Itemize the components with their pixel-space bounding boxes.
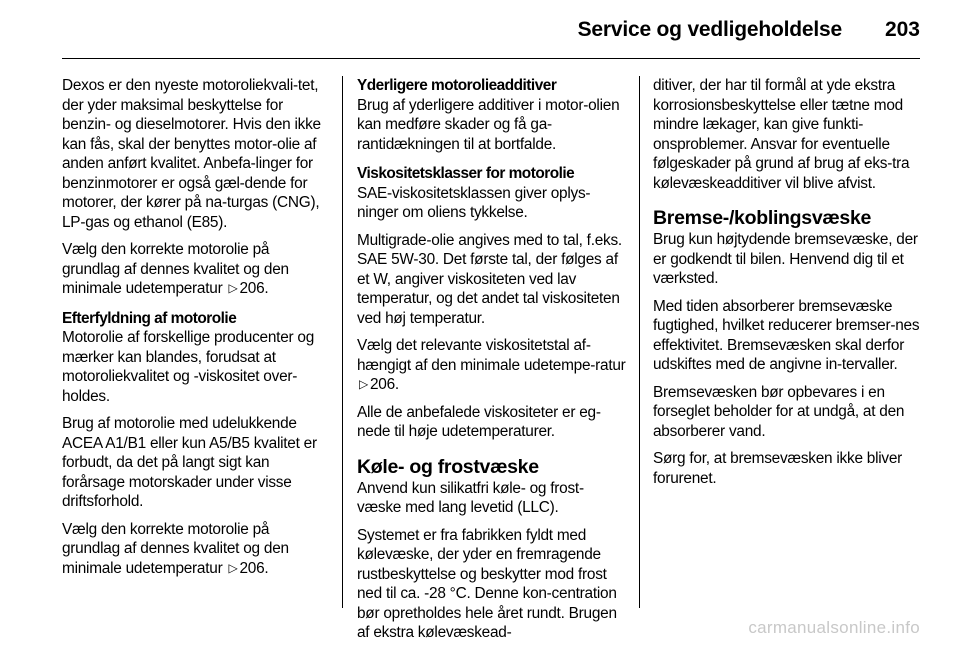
subheading: Viskositetsklasser for motorolie: [357, 165, 575, 182]
page-reference-icon: ▷: [359, 377, 368, 391]
page-reference-label: 206.: [239, 559, 269, 577]
paragraph: Anvend kun silikatfri køle- og frost-væske med lang levetid (LLC).: [357, 479, 584, 516]
paragraph-text: Vælg den korrekte motorolie på grundlag af dennes kvalitet og den minimale udetemperatur: [62, 520, 289, 577]
page-number: 203: [884, 18, 920, 41]
subheading: Yderligere motorolieadditiver: [357, 77, 557, 94]
page-reference-label: 206.: [239, 280, 269, 297]
section-heading: Bremse-/koblingsvæske: [653, 207, 872, 229]
paragraph: Multigrade-olie angives med to tal, f.eks. SAE 5W-30. Det første tal, der følges af et W, angiver viskositeten ved lav temperatur, og det andet tal viskositeten ved høj temperatur.: [357, 231, 622, 327]
column-1: [62, 76, 328, 586]
paragraph: Sørg for, at bremsevæsken ikke bliver forurenet.: [653, 450, 903, 487]
page-header: [0, 0, 960, 60]
paragraph: Brug af motorolie med udelukkende ACEA A1/B1 eller kun A5/B5 kvalitet er forbudt, da det på langt sigt kan forårsage motorskader under visse driftsforhold.: [62, 415, 317, 510]
page-reference-icon: ▷: [228, 560, 238, 575]
watermark: carmanualsonline.info: [748, 618, 920, 637]
paragraph: Motorolie af forskellige producenter og mærker kan blandes, forudsat at motoroliekvalitet og -viskositet over-holdes.: [62, 329, 315, 405]
column-separator: [639, 76, 640, 608]
paragraph: SAE-viskositetsklassen giver oplys-ninger om oliens tykkelse.: [357, 184, 591, 221]
header-title: Service og vedligeholdelse: [577, 18, 842, 41]
page-reference[interactable]: [226, 560, 268, 577]
column-separator: [342, 76, 343, 608]
subheading: Efterfyldning af motorolie: [62, 309, 237, 327]
page-reference-icon: ▷: [228, 281, 238, 295]
paragraph-text: Vælg den korrekte motorolie på grundlag af dennes kvalitet og den minimale udetemperatur: [62, 241, 289, 297]
paragraph: Bremsevæsken bør opbevares i en forseglet beholder for at undgå, at den absorberer vand.: [653, 383, 905, 440]
section-heading: Køle- og frostvæske: [357, 455, 539, 478]
paragraph: ditiver, der har til formål at yde ekstra korrosionsbeskyttelse eller tætne mod mindre lækager, kan give funkti-onsproblemer. Ansvar for eventuelle følgeskader på grund af brug af eks-tra kølevæskeadditiver vil blive afvist.: [653, 77, 910, 192]
paragraph: Alle de anbefalede viskositeter er eg-nede til høje udetemperaturer.: [357, 403, 601, 440]
column-2: [357, 76, 627, 651]
paragraph: Systemet er fra fabrikken fyldt med kølevæske, der yder en fremragende rustbeskyttelse og beskytter mod frost ned til ca. -28 °C. Denne kon-centration bør opretholdes hele året rundt. Brugen af ekstra kølevæskead-: [357, 526, 617, 641]
page-reference-label: 206.: [369, 376, 399, 393]
paragraph: [357, 336, 627, 395]
page-reference[interactable]: [226, 280, 268, 297]
page-reference[interactable]: [357, 376, 399, 393]
header-rule: [62, 58, 920, 59]
paragraph-text: Vælg det relevante viskositetstal af-hængigt af den minimale udetempe-ratur: [357, 337, 626, 374]
paragraph: Med tiden absorberer bremsevæske fugtighed, hvilket reducerer bremser-nes effektivitet. Bremsevæsken skal derfor udskiftes med de angivne in-tervaller.: [653, 297, 920, 373]
paragraph: Dexos er den nyeste motoroliekvali-tet, der yder maksimal beskyttelse for benzin- og dieselmotorer. Hvis den ikke kan fås, skal der benyttes motor-olie af anden anført kvalitet. Anbefa-linger for benzinmotorer er også gæl-dende for motorer, der kører på na-turgas (CNG), LP-gas og ethanol (E85).: [62, 77, 321, 231]
paragraph: Brug af yderligere additiver i motor-olien kan medføre skader og få ga-rantidækningen til at bortfalde.: [357, 96, 620, 153]
paragraph: Brug kun højtydende bremsevæske, der er godkendt til bilen. Henvend dig til et værksted.: [653, 231, 918, 287]
paragraph: [62, 520, 328, 579]
paragraph: [62, 240, 328, 299]
column-3: [653, 76, 925, 496]
